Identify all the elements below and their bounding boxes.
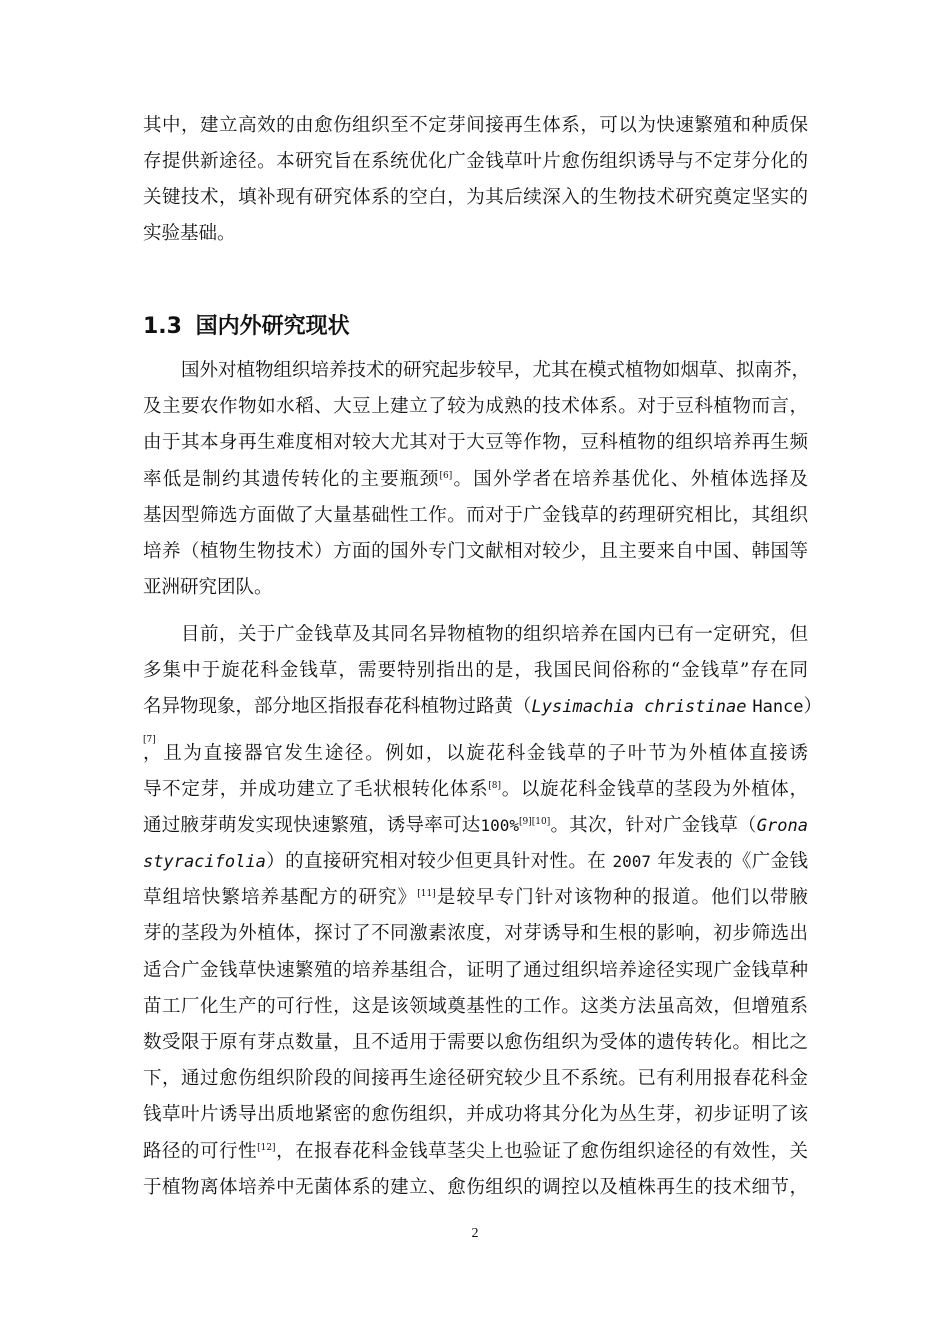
text-line <box>143 1138 808 1166</box>
text-run: 通过腋芽萌发实现快速繁殖，诱导率可达 <box>143 815 481 836</box>
text-line: 目前，关于广金钱草及其同名异物植物的组织培养在国内已有一定研究，但 <box>181 624 808 645</box>
text-line: 下，通过愈伤组织阶段的间接再生途径研究较少且不系统。已有利用报春花科金 <box>143 1068 808 1089</box>
species-name: Lysimachia christinae <box>531 697 747 717</box>
text-run: 。其次，针对广金钱草（ <box>550 815 757 836</box>
text-run: 率低是制约其遗传转化的主要瓶颈 <box>143 469 440 490</box>
text-line <box>143 466 808 494</box>
text-line: 苗工厂化生产的可行性，这是该领域奠基性的工作。这类方法虽高效，但增殖系 <box>143 996 808 1017</box>
text-run: ） <box>803 696 823 717</box>
text-run: 草组培快繁培养基配方的研究》 <box>143 887 418 908</box>
text-run: ）的直接研究相对较少但更具针对性。在 <box>265 851 607 872</box>
text-line <box>143 884 808 912</box>
text-line <box>143 812 808 840</box>
text-line: 基因型筛选方面做了大量基础性工作。而对于广金钱草的药理研究相比，其组织 <box>143 505 808 526</box>
text-line: 于植物离体培养中无菌体系的建立、愈伤组织的调控以及植株再生的技术细节， <box>143 1177 808 1198</box>
text-run: 导不定芽，并成功建立了毛状根转化体系 <box>143 779 489 800</box>
text-line: 亚洲研究团队。 <box>143 577 273 598</box>
text-line: 关键技术，填补现有研究体系的空白，为其后续深入的生物技术研究奠定坚实的 <box>143 187 808 208</box>
section-number: 1.3 <box>143 314 182 339</box>
text-run: 路径的可行性 <box>143 1141 258 1162</box>
text-line: 培养（植物生物技术）方面的国外专门文献相对较少，且主要来自中国、韩国等 <box>143 541 808 562</box>
percentage-value: 100% <box>480 816 520 835</box>
text-line: 实验基础。 <box>143 223 236 244</box>
text-run: 是较早专门针对该物种的报道。他们以带腋 <box>435 887 808 908</box>
text-run: 年发表的《广金钱 <box>657 851 808 872</box>
text-line <box>143 776 808 804</box>
text-line: 及主要农作物如水稻、大豆上建立了较为成熟的技术体系。对于豆科植物而言， <box>143 396 808 417</box>
text-line: 国外对植物组织培养技术的研究起步较早，尤其在模式植物如烟草、拟南芥， <box>181 360 811 381</box>
citation-ref[interactable]: [10] <box>531 816 551 827</box>
text-line: ，且为直接器官发生途径。例如，以旋花科金钱草的子叶节为外植体直接诱 <box>143 743 808 764</box>
text-line: 数受限于原有芽点数量，且不适用于需要以愈伤组织为受体的遗传转化。相比之 <box>143 1032 808 1053</box>
citation-ref[interactable]: [8] <box>488 780 502 791</box>
species-author: Hance <box>752 697 804 717</box>
year-value: 2007 <box>612 852 651 871</box>
section-heading <box>143 312 350 342</box>
text-line: 存提供新途径。本研究旨在系统优化广金钱草叶片愈伤组织诱导与不定芽分化的 <box>143 151 808 172</box>
species-epithet: styracifolia <box>143 852 266 872</box>
section-title: 国内外研究现状 <box>195 314 350 339</box>
text-line: 钱草叶片诱导出质地紧密的愈伤组织，并成功将其分化为丛生芽，初步证明了该 <box>143 1104 808 1125</box>
text-run: 。以旋花科金钱草的茎段为外植体， <box>501 779 808 800</box>
citation-ref[interactable]: [12] <box>257 1142 276 1153</box>
citation-ref[interactable]: [9] <box>519 816 532 827</box>
citation-ref[interactable]: [7] <box>143 734 156 745</box>
text-line: 多集中于旋花科金钱草，需要特别指出的是，我国民间俗称的“金钱草”存在同 <box>143 660 808 681</box>
text-line: 适合广金钱草快速繁殖的培养基组合，证明了通过组织培养途径实现广金钱草种 <box>143 960 808 981</box>
text-line: 其中，建立高效的由愈伤组织至不定芽间接再生体系，可以为快速繁殖和种质保 <box>143 115 808 136</box>
text-run: 。国外学者在培养基优化、外植体选择及 <box>452 469 808 490</box>
text-run: ，在报春花科金钱草茎尖上也验证了愈伤组织途径的有效性，关 <box>275 1141 808 1162</box>
citation-ref[interactable]: [11] <box>417 888 436 899</box>
genus-name: Grona <box>756 816 808 836</box>
text-line <box>143 848 808 876</box>
citation-ref[interactable]: [6] <box>439 470 453 481</box>
text-line: 芽的茎段为外植体，探讨了不同激素浓度，对芽诱导和生根的影响，初步筛选出 <box>143 923 808 944</box>
page-number: 2 <box>471 1226 479 1241</box>
text-line <box>143 693 823 721</box>
text-line: 由于其本身再生难度相对较大尤其对于大豆等作物，豆科植物的组织培养再生频 <box>143 432 808 453</box>
text-run: 名异物现象，部分地区指报春花科植物过路黄（ <box>143 696 532 717</box>
